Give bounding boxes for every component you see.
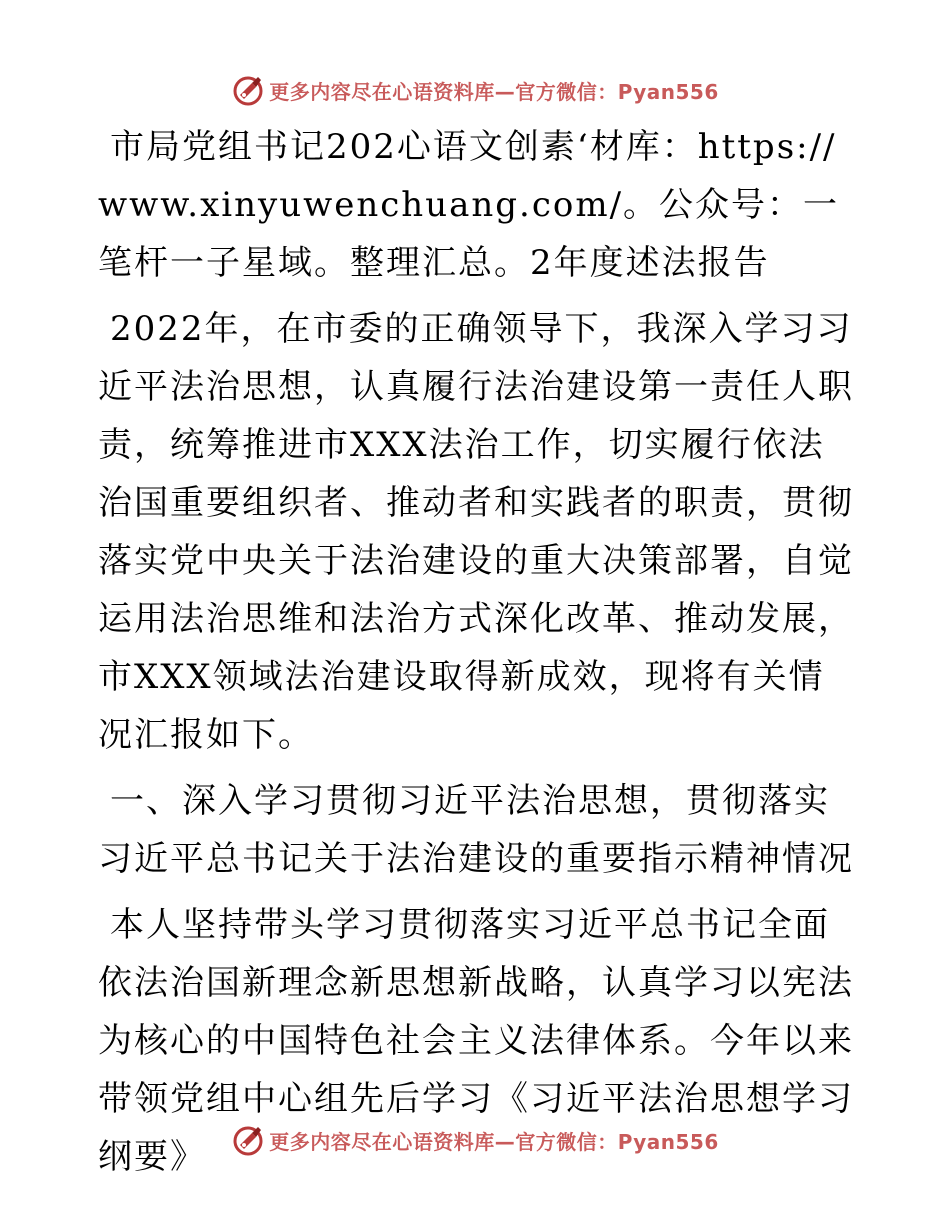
header-banner xyxy=(0,68,950,112)
document-body xyxy=(98,118,858,1194)
section-heading-1: 一、深入学习贯彻习近平法治思想，贯彻落实习近平总书记关于法治建设的重要指示精神情况 xyxy=(98,781,854,879)
pen-logo-icon xyxy=(231,1123,265,1157)
paragraph-section-1: 本人坚持带头学习贯彻落实习近平总书记全面依法治国新理念新思想新战略，认真学习以宪法为核心的中国特色社会主义法律体系。今年以来带领党组中心组先后学习《习近平法治思想学习纲要》 xyxy=(98,905,854,1177)
footer-banner-text: 更多内容尽在心语资料库—官方微信：Pyan556 xyxy=(269,1129,719,1154)
header-banner-text: 更多内容尽在心语资料库—官方微信：Pyan556 xyxy=(269,79,719,104)
paragraph-intro: 2022年，在市委的正确领导下，我深入学习习近平法治思想，认真履行法治建设第一责任人职责，统筹推进市XXX法治工作，切实履行依法治国重要组织者、推动者和实践者的职责，贯彻落实党中央关于法治建设的重大决策部署，自觉运用法治思维和法治方式深化改革、推动发展，市XXX领域法治建设取得新成效，现将有关情况汇报如下。 xyxy=(98,309,854,755)
paragraph-title: 市局党组书记202心语文创素‘材库：https://www.xinyuwenchuang.com/。公众号：一笔杆一子星域。整理汇总。2年度述法报告 xyxy=(98,127,840,283)
pen-logo-icon xyxy=(231,73,265,107)
footer-banner xyxy=(0,1118,950,1162)
